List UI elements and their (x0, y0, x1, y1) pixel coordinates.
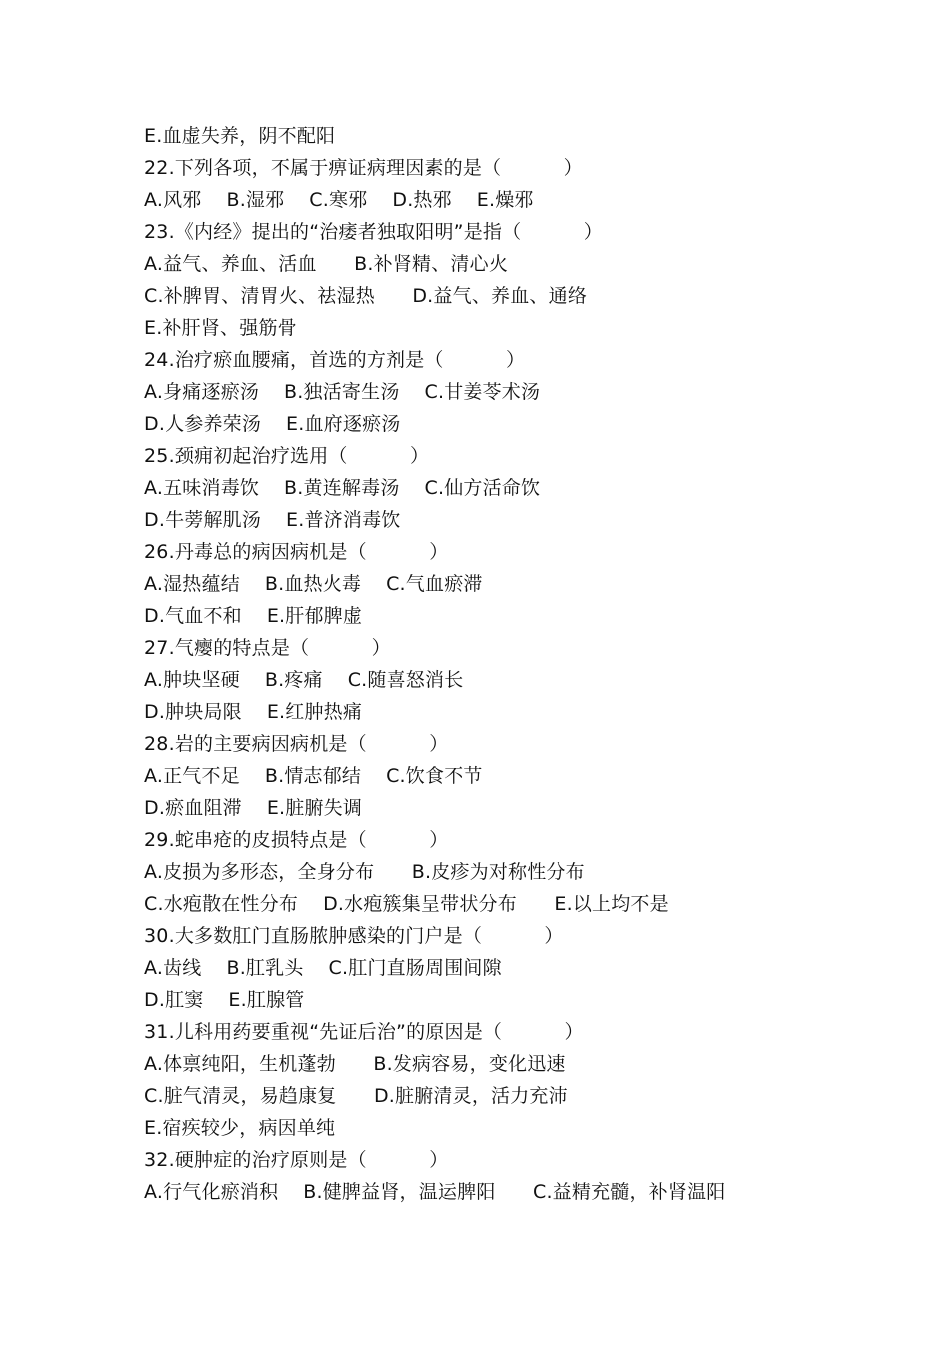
question-22: 22.下列各项，不属于痹证病理因素的是（ ） (144, 157, 583, 179)
question-25: 25.颈痈初起治疗选用（ ） (144, 445, 430, 467)
options-31-line-3: E.宿疾较少，病因单纯 (144, 1117, 336, 1139)
options-30-line-2: D.肛窦 E.肛腺管 (144, 989, 305, 1011)
question-32: 32.硬肿症的治疗原则是（ ） (144, 1149, 449, 1171)
exam-question-list (144, 120, 904, 1208)
question-23: 23.《内经》提出的“治痿者独取阳明”是指（ ） (144, 221, 603, 243)
options-25-line-1: A.五味消毒饮 B.黄连解毒汤 C.仙方活命饮 (144, 477, 541, 499)
options-31-line-1: A.体禀纯阳，生机蓬勃 B.发病容易，变化迅速 (144, 1053, 566, 1075)
options-30-line-1: A.齿线 B.肛乳头 C.肛门直肠周围间隙 (144, 957, 502, 979)
question-30: 30.大多数肛门直肠脓肿感染的门户是（ ） (144, 925, 564, 947)
options-25-line-2: D.牛蒡解肌汤 E.普济消毒饮 (144, 509, 401, 531)
options-31-line-2: C.脏气清灵，易趋康复 D.脏腑清灵，活力充沛 (144, 1085, 568, 1107)
question-31: 31.儿科用药要重视“先证后治”的原因是（ ） (144, 1021, 584, 1043)
options-28-line-2: D.瘀血阻滞 E.脏腑失调 (144, 797, 363, 819)
option-line: E.血虚失养，阴不配阳 (144, 125, 336, 147)
question-27: 27.气瘿的特点是（ ） (144, 637, 391, 659)
options-23-line-3: E.补肝肾、强筋骨 (144, 317, 297, 339)
question-29: 29.蛇串疮的皮损特点是（ ） (144, 829, 449, 851)
options-26-line-1: A.湿热蕴结 B.血热火毒 C.气血瘀滞 (144, 573, 483, 595)
question-26: 26.丹毒总的病因病机是（ ） (144, 541, 449, 563)
options-26-line-2: D.气血不和 E.肝郁脾虚 (144, 605, 363, 627)
options-28-line-1: A.正气不足 B.情志郁结 C.饮食不节 (144, 765, 483, 787)
options-24-line-1: A.身痛逐瘀汤 B.独活寄生汤 C.甘姜苓术汤 (144, 381, 541, 403)
options-22: A.风邪 B.湿邪 C.寒邪 D.热邪 E.燥邪 (144, 189, 534, 211)
options-27-line-2: D.肿块局限 E.红肿热痛 (144, 701, 363, 723)
options-29-line-1: A.皮损为多形态，全身分布 B.皮疹为对称性分布 (144, 861, 585, 883)
options-27-line-1: A.肿块坚硬 B.疼痛 C.随喜怒消长 (144, 669, 464, 691)
options-29-line-2: C.水疱散在性分布 D.水疱簇集呈带状分布 E.以上均不是 (144, 893, 669, 915)
options-23-line-2: C.补脾胃、清胃火、祛湿热 D.益气、养血、通络 (144, 285, 588, 307)
options-24-line-2: D.人参养荣汤 E.血府逐瘀汤 (144, 413, 401, 435)
question-24: 24.治疗瘀血腰痛，首选的方剂是（ ） (144, 349, 526, 371)
options-32-line-1: A.行气化瘀消积 B.健脾益肾，温运脾阳 C.益精充髓，补肾温阳 (144, 1181, 726, 1203)
options-23-line-1: A.益气、养血、活血 B.补肾精、清心火 (144, 253, 509, 275)
question-28: 28.岩的主要病因病机是（ ） (144, 733, 449, 755)
